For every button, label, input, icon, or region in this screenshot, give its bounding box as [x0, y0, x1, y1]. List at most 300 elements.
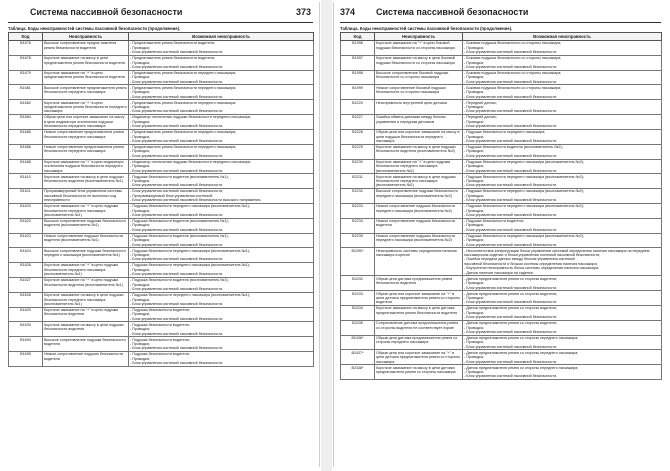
table-row: [341, 276, 662, 291]
possible-cause-cell: [463, 41, 662, 56]
cause-line: - Блок управления системой пассивной безопасности.: [464, 374, 558, 379]
cause-line: - Несоответствие конфигурации блока управления системой определения наличия пассажира на переднем: [464, 248, 650, 253]
cause-line: - Блок управления системой пассивной безопасности.: [464, 344, 558, 349]
possible-cause-cell: [463, 248, 662, 276]
cause-line: - Ошибка передачи данных между блоком управления системой: [464, 257, 575, 262]
left-page: [2, 2, 320, 467]
fault-code-cell: B2290*: [341, 248, 375, 276]
cause-line: - Блок управления системой пассивной безопасности.: [130, 213, 224, 218]
possible-cause-cell: [129, 41, 314, 56]
cause-line: - Блок управления системой пассивной безопасности.: [130, 301, 224, 306]
book-gutter: [321, 0, 332, 471]
cause-line: - Блок управления системой пассивной безопасности.: [464, 183, 558, 188]
cause-line: - Проводка;: [130, 45, 150, 50]
cause-line: - Проводка;: [464, 208, 484, 213]
cause-line: - Блок управления системой пассивной безопасности.: [130, 331, 224, 336]
cause-line: - Проводка;: [464, 310, 484, 315]
possible-cause-cell: [463, 218, 662, 233]
fault-code-cell: B1998: [341, 70, 375, 85]
table-row: [341, 320, 662, 335]
cause-line: - Подушка безопасности переднего пассажира (воспламенитель №2);: [464, 233, 584, 238]
fault-description-cell: Низкое сопротивление преднатяжителя ремня безопасности переднего пассажира: [43, 129, 129, 144]
fault-code-cell: B1624: [9, 248, 43, 263]
table-row: [9, 263, 314, 278]
cause-line: - Датчик преднатяжителя ремня со стороны переднего пассажира;: [464, 365, 579, 370]
fault-description-cell: Высокое сопротивление подушки безопасности переднего пассажира (воспламенитель №2): [375, 189, 463, 204]
fault-description-cell: Короткое замыкание на массу в цепи преднатяжителя ремня безопасности водителя: [43, 55, 129, 70]
cause-line: - Проводка;: [130, 104, 150, 109]
fault-description-cell: Обрыв цепи или короткое замыкание на массу в цепи подушки безопасности переднего пассажира: [375, 129, 463, 144]
possible-cause-cell: [463, 159, 662, 174]
table-row: [9, 337, 314, 352]
possible-cause-cell: [463, 233, 662, 248]
table-row: [341, 174, 662, 189]
fault-code-cell: B2438*: [341, 365, 375, 380]
table-row: [9, 203, 314, 218]
cause-line: - Боковая подушка безопасности со стороны пассажира;: [464, 85, 562, 90]
fault-description-cell: Высокое сопротивление предна-тяжителя ремня безопасности водителя: [43, 41, 129, 56]
possible-cause-cell: [129, 189, 314, 204]
cause-line: - Подушка безопасности переднего пассажира (воспламенитель №2);: [464, 204, 584, 209]
cause-line: - Преднатяжитель ремня безопасности переднего пассажира;: [130, 100, 237, 105]
fault-code-cell: B2228: [341, 129, 375, 144]
possible-cause-cell: [129, 278, 314, 293]
possible-cause-cell: [463, 85, 662, 100]
cause-line: - Проводка;: [130, 60, 150, 65]
cause-line: - Блок управления системой пассивной безопасности.: [464, 168, 558, 173]
table-row: [9, 144, 314, 159]
column-header-code: Код: [341, 33, 375, 41]
table-row: [341, 144, 662, 159]
table-row: [341, 365, 662, 380]
fault-description-cell: Короткое замыкание на "+" в цепи подушки безопасности переднего пассажира (воспламенитель №1): [43, 203, 129, 218]
fault-code-cell: B2233: [341, 203, 375, 218]
fault-description-cell: Низкое сопротивление подушки безопасности водителя (воспламенитель №1): [43, 233, 129, 248]
cause-line: - Блок управления системой пассивной безопасности.: [130, 257, 224, 262]
column-header-cause: Возможная неисправность: [129, 33, 314, 41]
cause-line: - Преднатяжитель ремня безопасности водителя;: [130, 56, 215, 61]
fault-description-cell: Короткое замыкание на "+" в цепи преднатяжителя ремня безопасности водителя: [43, 70, 129, 85]
cause-line: - Боковая подушка безопасности со стороны пассажира;: [464, 41, 562, 46]
fault-code-cell: B2231: [341, 174, 375, 189]
cause-line: - Блок управления системой пассивной безопасности.: [130, 361, 224, 366]
table-row: [9, 307, 314, 322]
table-row: [341, 291, 662, 306]
cause-line: - Датчик преднатяжителя ремня со стороны переднего пассажира;: [464, 335, 579, 340]
cause-line: - Проводка;: [464, 369, 484, 374]
possible-cause-cell: [463, 276, 662, 291]
fault-description-cell: Короткое замыкание на массу в цепи подушки безопасности переднего пассажира (воспламенитель №2): [375, 174, 463, 189]
cause-line: - Блок управления системой пассивной безопасности.: [464, 138, 558, 143]
table-row: [9, 70, 314, 85]
cause-line: - Подушка безопасности водителя (воспламенитель №1);: [130, 278, 229, 283]
cause-line: - Блок управления системой пассивной безопасности.: [130, 109, 224, 114]
cause-line: - Проводка;: [464, 104, 484, 109]
fault-description-cell: Короткое замыкание на "+" в цепи преднатяжителя ремня безопасности переднего пассажира: [44, 100, 127, 114]
fault-code-cell: B1996: [341, 41, 375, 56]
fault-description-cell: Низкое сопротивление боковой подушки безопасности со стороны пассажира: [375, 85, 463, 100]
cause-line: - Подушка безопасности переднего пассажира;: [464, 130, 546, 135]
cause-line: - Блок управления системой пассивной безопасности.: [130, 153, 224, 158]
fault-description-cell: Короткое замыкание на массу в цепи подушки безопасности водителя (воспламенитель №1): [43, 174, 129, 189]
cause-line: - Блок управления системой пассивной безопасности.: [130, 242, 224, 247]
fault-description-cell: Короткое замыкание на "+" в цепи подушки безопасности водителя (воспламенитель №1): [43, 278, 129, 293]
cause-line: - Блок управления системой пассивной безопасности.: [130, 124, 224, 129]
cause-line: - Проводка;: [464, 149, 484, 154]
cause-line: - Проводка;: [130, 179, 150, 184]
cause-line: - Проводка;: [464, 281, 484, 286]
cause-line: - Блок управления системой пассивной безопасности.: [464, 109, 558, 114]
table-row: [341, 100, 662, 115]
possible-cause-cell: [129, 203, 314, 218]
table-row: [341, 306, 662, 321]
cause-line: - Блок управления системой пассивной безопасности.: [130, 168, 224, 173]
cause-line: - Блок управления системой пассивной безопасности.: [464, 50, 558, 55]
cause-line: - Блок управления системой пассивной безопасности.: [464, 213, 558, 218]
cause-line: - Блок управления системой пассивной безопасности.: [464, 198, 558, 203]
possible-cause-cell: [463, 335, 662, 350]
cause-line: пассивной безопасности и блоком системы определения наличия пассажира;: [464, 261, 598, 266]
table-row: [9, 115, 314, 130]
fault-code-cell: B1611: [9, 189, 43, 204]
table-row: [9, 218, 314, 233]
cause-line: - Проводка;: [464, 75, 484, 80]
left-table-body: [9, 41, 314, 367]
fault-description-cell: Низкое сопротивление подушки безопасности переднего пассажира (воспламенитель №2): [375, 233, 463, 248]
cause-line: - Подушка безопасности переднего пассажира (воспламенитель №1);: [130, 263, 250, 268]
fault-code-cell: B1678: [9, 55, 43, 70]
table-row: [341, 335, 662, 350]
cause-line: - Проводка;: [464, 179, 484, 184]
possible-cause-cell: [129, 144, 314, 159]
possible-cause-cell: [129, 307, 314, 322]
possible-cause-cell: [463, 115, 662, 130]
fault-code-cell: B1628: [9, 292, 43, 307]
cause-line: - Проводка;: [130, 119, 150, 124]
fault-description-cell: Обрыв цепи датчика преднатяжителя ремня со стороны переднего пассажира: [375, 335, 463, 350]
cause-line: - Проводка;: [464, 340, 484, 345]
fault-description-cell: Низкое сопротивление преднатяжителя ремня безопасности переднего пассажира: [43, 144, 129, 159]
fault-description-cell: Неисправность системы определения наличия пассажира в кресле: [375, 248, 463, 276]
possible-cause-cell: [129, 337, 314, 352]
cause-line: - Датчик преднатяжителя ремня со стороны водителя;: [464, 276, 558, 281]
cause-line: - Индикатор отключения подушки безопасности переднего пассажира;: [130, 159, 251, 164]
column-header-cause: Возможная неисправность: [463, 33, 662, 41]
cause-line: - Датчик наличия пассажира на сиденье.: [464, 270, 535, 275]
table-row: [9, 159, 314, 174]
possible-cause-cell: [129, 218, 314, 233]
fault-code-cell: B1997: [341, 55, 375, 70]
cause-line: - Датчик преднатяжителя ремня со стороны переднего пассажира;: [464, 350, 579, 355]
cause-line: - Датчик преднатяжителя ремня со стороны водителя;: [464, 306, 558, 311]
table-row: [341, 203, 662, 218]
cause-line: - Блок управления системой пассивной безопасности.: [130, 94, 224, 99]
fault-description-cell: Короткое замыкание на массу в цепи подушки безопасности водителя: [43, 322, 129, 337]
cause-line: - Датчик преднатяжителя ремня со стороны водителя;: [464, 291, 558, 296]
fault-code-cell: B2230: [341, 159, 375, 174]
fault-description-cell: Сопротивление датчика преднатяжителя ремня со стороны водителя не соответствует норме: [375, 320, 463, 335]
possible-cause-cell: [463, 55, 662, 70]
possible-cause-cell: [463, 350, 662, 365]
cause-line: - Подушка безопасности водителя (воспламенитель №1);: [130, 219, 229, 224]
fault-code-cell: B1695: [9, 352, 43, 367]
fault-description-cell: Короткое замыкание на массу в цепи датчика преднатяжителя ремня безопасности водителя: [375, 306, 463, 321]
cause-line: - Блок управления системой пассивной безопасности.: [130, 79, 224, 84]
fault-description-cell: Короткое замыкание на массу в цепи датчика преднатяжителя ремня со стороны пассажира: [375, 365, 463, 380]
table-row: [341, 350, 662, 365]
possible-cause-cell: [129, 174, 314, 189]
fault-code-cell: B1626: [9, 263, 43, 278]
fault-description-cell: Ошибка обмена данными между блоком управления и передним датчиком: [375, 115, 463, 130]
cause-line: - Подушка безопасности водителя;: [130, 352, 190, 357]
cause-line: - Подушка безопасности водителя (воспламенитель №1);: [130, 233, 229, 238]
cause-line: - Блок управления системой пассивной безопасности.: [464, 315, 558, 320]
possible-cause-cell: [463, 70, 662, 85]
fault-description-cell: Короткое замыкание на "+" в цепи индикатора отключения подушки безопасности переднего пассажира: [43, 159, 129, 174]
fault-code-cell: B1682: [9, 100, 43, 115]
table-header-row: [341, 33, 662, 41]
cause-line: - Проводка;: [130, 282, 150, 287]
possible-cause-cell: [463, 320, 662, 335]
fault-code-cell: B1686: [9, 144, 43, 159]
cause-line: - Проводка;: [464, 238, 484, 243]
cause-line: - Проводка;: [130, 208, 150, 213]
cause-line: - Подушка безопасности водителя;: [130, 307, 190, 312]
cause-line: - Блок управления системой пассивной безопасности.: [464, 359, 558, 364]
table-row: [341, 218, 662, 233]
fault-description-cell: Обрыв цепи или короткое замыкание на "+" в цепи датчика преднатяжителя ремня со стороны пассажира: [375, 350, 463, 365]
table-row: [341, 129, 662, 144]
fault-code-cell: B1685: [9, 129, 43, 144]
fault-description-cell: Неисправность внутренней цепи датчика: [375, 100, 463, 115]
right-fault-code-table: [340, 32, 662, 380]
cause-line: - Проводка;: [130, 312, 150, 317]
cause-line: - Блок управления системой пассивной безопасности.: [464, 64, 558, 69]
cause-line: - Преднатяжитель ремня безопасности переднего пассажира;: [130, 70, 237, 75]
right-table-caption: Таблица. Коды неисправностей системы пассивной безопасности (продолжение).: [340, 26, 513, 31]
cause-line: - Блок управления системой пассивной безопасности.: [464, 153, 558, 158]
fault-code-cell: B1688: [9, 159, 43, 174]
column-header-code: Код: [9, 33, 43, 41]
table-row: [9, 100, 314, 115]
fault-description-cell: Короткое замыкание на "+" в цепи подушки безопасности водителя: [43, 307, 129, 322]
possible-cause-cell: [129, 263, 314, 278]
cause-line: - Блок управления системой пассивной безопасности.: [130, 64, 224, 69]
cause-line: - Боковая подушка безопасности со стороны пассажира;: [464, 56, 562, 61]
cause-line: - Проводка;: [130, 253, 150, 258]
cause-line: - Проводка;: [130, 297, 150, 302]
cause-line: - Подушка безопасности водителя (воспламенитель №2);: [464, 144, 563, 149]
possible-cause-cell: [463, 129, 662, 144]
fault-code-cell: B2227: [341, 115, 375, 130]
table-row: [341, 189, 662, 204]
fault-code-cell: B1999: [341, 85, 375, 100]
possible-cause-cell: [129, 85, 314, 100]
cause-line: - Боковая подушка безопасности со стороны пассажира;: [464, 70, 562, 75]
table-row: [9, 233, 314, 248]
cause-line: - Проводка;: [130, 90, 150, 95]
fault-description-cell: Обрыв цепи или короткое замыкание на "+" в цепи датчика преднатяжителя ремня со стороны водителя: [375, 291, 463, 306]
cause-line: - Проводка;: [464, 134, 484, 139]
fault-code-cell: B2433: [341, 291, 375, 306]
cause-line: - Проводка;: [464, 60, 484, 65]
table-row: [341, 41, 662, 56]
possible-cause-cell: [129, 322, 314, 337]
cause-line: - Проводка;: [130, 327, 150, 332]
cause-line: - Проводка;: [130, 267, 150, 272]
table-row: [341, 159, 662, 174]
right-page-title: Система пассивной безопасности: [376, 7, 529, 17]
cause-line: - Блок управления системой пассивной безопасности.: [130, 183, 224, 188]
fault-code-cell: B2220: [341, 100, 375, 115]
cause-line: - Проводка;: [130, 341, 150, 346]
cause-line: - Проводка;: [464, 164, 484, 169]
fault-description-cell: Короткое замыкание на массу в цепи подушки безопасности водителя (воспламенитель №2): [375, 144, 463, 159]
possible-cause-cell: [463, 306, 662, 321]
cause-line: - Блок управления системой пассивной безопасности.: [464, 242, 558, 247]
fault-code-cell: B2232: [341, 189, 375, 204]
cause-line: - Преднатяжитель ремня безопасности водителя;: [130, 41, 215, 46]
table-row: [9, 189, 314, 204]
cause-line: - Подушка безопасности водителя;: [130, 337, 190, 342]
fault-description-cell: Короткое замыкание на "+" в цепи подушки безопасности переднего пассажира (воспламенитель №1): [43, 263, 129, 278]
table-row: [341, 85, 662, 100]
fault-code-cell: B1630: [9, 322, 43, 337]
cause-line: - Проводка;: [464, 295, 484, 300]
possible-cause-cell: [129, 100, 314, 115]
cause-line: - Подушка безопасности переднего пассажира (воспламенитель №1);: [130, 248, 250, 253]
table-row: [9, 55, 314, 70]
cause-line: - Проводка;: [130, 134, 150, 139]
cause-line: - Блок управления системой пассивной безопасности.: [130, 50, 224, 55]
table-header-row: [9, 33, 314, 41]
possible-cause-cell: [129, 55, 314, 70]
table-row: [341, 70, 662, 85]
fault-code-cell: B2436*: [341, 335, 375, 350]
possible-cause-cell: [129, 70, 314, 85]
cause-line: - Проводка;: [130, 223, 150, 228]
cause-line: - Блок управления системой пассивной безопасности;: [130, 189, 224, 194]
fault-code-cell: B1622: [9, 218, 43, 233]
fault-description-cell: Низкое сопротивление подушки безопасности водителя: [43, 352, 129, 367]
right-page-header: [340, 6, 661, 23]
cause-line: - Проводка;: [130, 356, 150, 361]
possible-cause-cell: [129, 352, 314, 367]
fault-code-cell: B2434: [341, 306, 375, 321]
cause-line: пассажирском сиденье и блока управления системой пассивной безопасности;: [464, 253, 601, 258]
cause-line: - Проводка;: [464, 325, 484, 330]
fault-description-cell: Высокое сопротивление преднатяжителя ремня безопасности переднего пассажира: [43, 85, 129, 100]
fault-code-cell: B2229: [341, 144, 375, 159]
possible-cause-cell: [129, 233, 314, 248]
table-row: [341, 248, 662, 276]
fault-description-cell: Короткое замыкание на массу в цепи боковой подушки безопасности со стороны пассажира: [375, 55, 463, 70]
cause-line: - Датчик преднатяжителя ремня со стороны водителя;: [464, 321, 558, 326]
cause-line: - Проводка;: [464, 355, 484, 360]
cause-line: - Блок управления системой пассивной безопасности.: [464, 79, 558, 84]
table-row: [9, 85, 314, 100]
right-table-body: [341, 41, 662, 380]
cause-line: - Подушка безопасности переднего пассажира (воспламенитель №2);: [464, 189, 584, 194]
fault-description-cell: Высокое сопротивление подушки безопасности водителя: [43, 337, 129, 352]
table-row: [9, 41, 314, 56]
possible-cause-cell: [129, 248, 314, 263]
fault-code-cell: B1623: [9, 233, 43, 248]
table-row: [9, 278, 314, 293]
cause-line: - Проводка;: [464, 45, 484, 50]
table-row: [9, 352, 314, 367]
right-page-number: 374: [340, 7, 356, 17]
left-page-header: [8, 6, 313, 23]
cause-line: - Проводка;: [130, 75, 150, 80]
fault-code-cell: B2234: [341, 218, 375, 233]
fault-code-cell: B1694: [9, 337, 43, 352]
fault-code-cell: B1676: [9, 41, 43, 56]
cause-line: - Проводка;: [130, 164, 150, 169]
fault-code-cell: B1684: [9, 115, 43, 130]
possible-cause-cell: [463, 203, 662, 218]
table-row: [341, 55, 662, 70]
column-header-fault: Неисправность: [43, 33, 129, 41]
cause-line: - Преднатяжитель ремня безопасности переднего пассажира;: [130, 144, 237, 149]
possible-cause-cell: [463, 291, 662, 306]
cause-line: - Программируемый блок управления системой;: [130, 193, 213, 198]
fault-code-cell: B1629: [9, 307, 43, 322]
fault-code-cell: B1610: [9, 174, 43, 189]
fault-description-cell: Низкое сопротивление подушки безопасности переднего пассажира (воспламенитель №2): [375, 203, 463, 218]
cause-line: - Преднатяжитель ремня безопасности переднего пассажира;: [130, 130, 237, 135]
cause-line: - Индикатор отключения подушки безопасности переднего пассажира;: [130, 115, 251, 120]
table-row: [341, 233, 662, 248]
fault-description-cell: Высокое сопротивление подушки безопасности водителя (воспламенитель №1): [43, 218, 129, 233]
cause-line: - Передний датчик;: [464, 115, 497, 120]
possible-cause-cell: [129, 129, 314, 144]
fault-description-cell: Обрыв цепи или короткое замыкание на массу в цепи индикатора отключения подушки безопасности переднего пассажира: [43, 115, 129, 130]
fault-description-cell: Короткое замыкание на массу в цепи подушки безопасности переднего пассажира (воспламенитель №1): [43, 292, 129, 307]
fault-description-cell: Высокое сопротивление боковой подушки безопасности со стороны пассажира: [375, 70, 463, 85]
fault-code-cell: B1620: [9, 203, 43, 218]
table-row: [9, 129, 314, 144]
cause-line: - Подушка безопасности переднего пассажира (воспламенитель №1);: [130, 204, 250, 209]
possible-cause-cell: [463, 365, 662, 380]
table-row: [9, 174, 314, 189]
cause-line: - Блок управления системой пассивной безопасности.: [464, 124, 558, 129]
cause-line: - Подушка безопасности переднего пассажира (воспламенитель №1);: [130, 293, 250, 298]
right-page: [333, 2, 667, 467]
cause-line: - Подушка безопасности водителя;: [464, 219, 524, 224]
possible-cause-cell: [129, 292, 314, 307]
cause-line: - Блок управления системой пассивной безопасности.: [464, 329, 558, 334]
cause-line: - Внутренняя неисправность блока системы определения наличия пассажира;: [464, 266, 599, 271]
possible-cause-cell: [129, 115, 314, 130]
cause-line: - Передний датчик;: [464, 100, 497, 105]
cause-line: - Преднатяжитель ремня безопасности переднего пассажира;: [130, 85, 237, 90]
left-fault-code-table: [8, 32, 314, 367]
fault-code-cell: B1627: [9, 278, 43, 293]
possible-cause-cell: [463, 100, 662, 115]
table-row: [9, 248, 314, 263]
cause-line: - Блок управления системой пассивной безопасности.: [130, 316, 224, 321]
possible-cause-cell: [463, 189, 662, 204]
cause-line: - Подушка безопасности переднего пассажира (воспламенитель №2);: [464, 159, 584, 164]
table-row: [341, 115, 662, 130]
fault-description-cell: Короткое замыкание на "+" в цепи подушки безопасности переднего пассажира (воспламенитель №2): [375, 159, 463, 174]
fault-description-cell: Обрыв цепи датчика преднатяжителя ремня безопасности водителя: [375, 276, 463, 291]
cause-line: - Подушка безопасности переднего пассажира (воспламенитель №2);: [464, 174, 584, 179]
column-header-fault: Неисправность: [375, 33, 463, 41]
cause-line: - Блок управления системой пассивной безопасности.: [464, 227, 558, 232]
left-page-title: Система пассивной безопасности: [30, 7, 183, 17]
